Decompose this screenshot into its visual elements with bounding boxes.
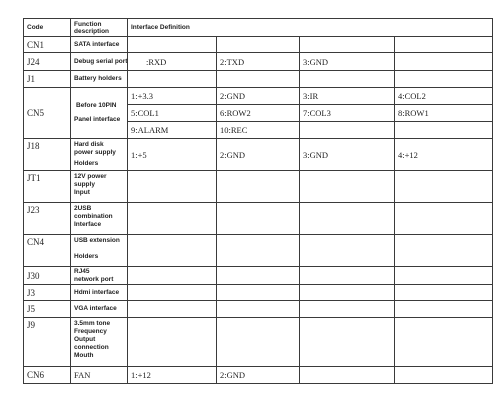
value-cell: 9:ALARM — [128, 122, 217, 139]
row-cn4 — [24, 235, 493, 267]
code-cell: CN6 — [24, 367, 71, 384]
description-cell: 2USB combination Interface — [71, 203, 128, 235]
header-function-description: Function description — [71, 19, 128, 37]
code-cell: JT1 — [24, 171, 71, 203]
description-cell: Debug serial port — [71, 53, 128, 71]
row-j30 — [24, 267, 493, 285]
value-cell: 3:IR — [300, 88, 395, 105]
header-code: Code — [24, 19, 71, 37]
value-cell: 4:COL2 — [395, 88, 493, 105]
value-cell: 7:COL3 — [300, 105, 395, 122]
value-cell: 2:TXD — [217, 53, 300, 71]
value-cell: 5:COL1 — [128, 105, 217, 122]
code-cell: CN1 — [24, 37, 71, 53]
row-j23 — [24, 203, 493, 235]
code-cell: J5 — [24, 301, 71, 318]
code-cell: J1 — [24, 71, 71, 88]
value-cell: 2:GND — [217, 139, 300, 171]
header-interface-definition: Interface Definition — [128, 19, 493, 37]
description-cell: Battery holders — [71, 71, 128, 88]
code-cell: J23 — [24, 203, 71, 235]
value-cell: 3:GND — [300, 139, 395, 171]
row-j18 — [24, 139, 493, 171]
description-cell: RJ45 network port — [71, 267, 128, 285]
interface-definition-table — [23, 18, 493, 384]
row-j1 — [24, 71, 493, 88]
row-cn1 — [24, 37, 493, 53]
value-cell: 3:GND — [300, 53, 395, 71]
row-jt1 — [24, 171, 493, 203]
interface-table-container — [23, 18, 492, 386]
code-cell: J24 — [24, 53, 71, 71]
description-cell: 3.5mm tone Frequency Output connection Mouth — [71, 318, 128, 367]
description-cell: Before 10PIN Panel interface — [71, 88, 128, 139]
row-cn5 — [24, 88, 493, 105]
description-cell: USB extension Holders — [71, 235, 128, 267]
code-cell: J18 — [24, 139, 71, 171]
value-cell: 1:+12 — [128, 367, 217, 384]
value-cell: 2:GND — [217, 88, 300, 105]
code-cell: J3 — [24, 285, 71, 301]
value-cell: 1:+3.3 — [128, 88, 217, 105]
value-cell: 2:GND — [217, 367, 300, 384]
description-cell: 12V power supply Input — [71, 171, 128, 203]
row-cn6 — [24, 367, 493, 384]
code-cell: J9 — [24, 318, 71, 367]
description-cell: Hard disk power supply Holders — [71, 139, 128, 171]
row-j3 — [24, 285, 493, 301]
description-cell: FAN — [71, 367, 128, 384]
value-cell: 4:+12 — [395, 139, 493, 171]
code-cell: CN4 — [24, 235, 71, 267]
header-row — [24, 19, 493, 37]
code-cell: CN5 — [24, 88, 71, 139]
row-j24 — [24, 53, 493, 71]
value-cell: :RXD — [128, 53, 217, 71]
value-cell: 1:+5 — [128, 139, 217, 171]
value-cell: 10:REC — [217, 122, 300, 139]
description-cell: SATA interface — [71, 37, 128, 53]
value-cell: 8:ROW1 — [395, 105, 493, 122]
value-cell: 6:ROW2 — [217, 105, 300, 122]
row-j9 — [24, 318, 493, 367]
description-cell: VGA interface — [71, 301, 128, 318]
description-cell: Hdmi interface — [71, 285, 128, 301]
row-j5 — [24, 301, 493, 318]
code-cell: J30 — [24, 267, 71, 285]
